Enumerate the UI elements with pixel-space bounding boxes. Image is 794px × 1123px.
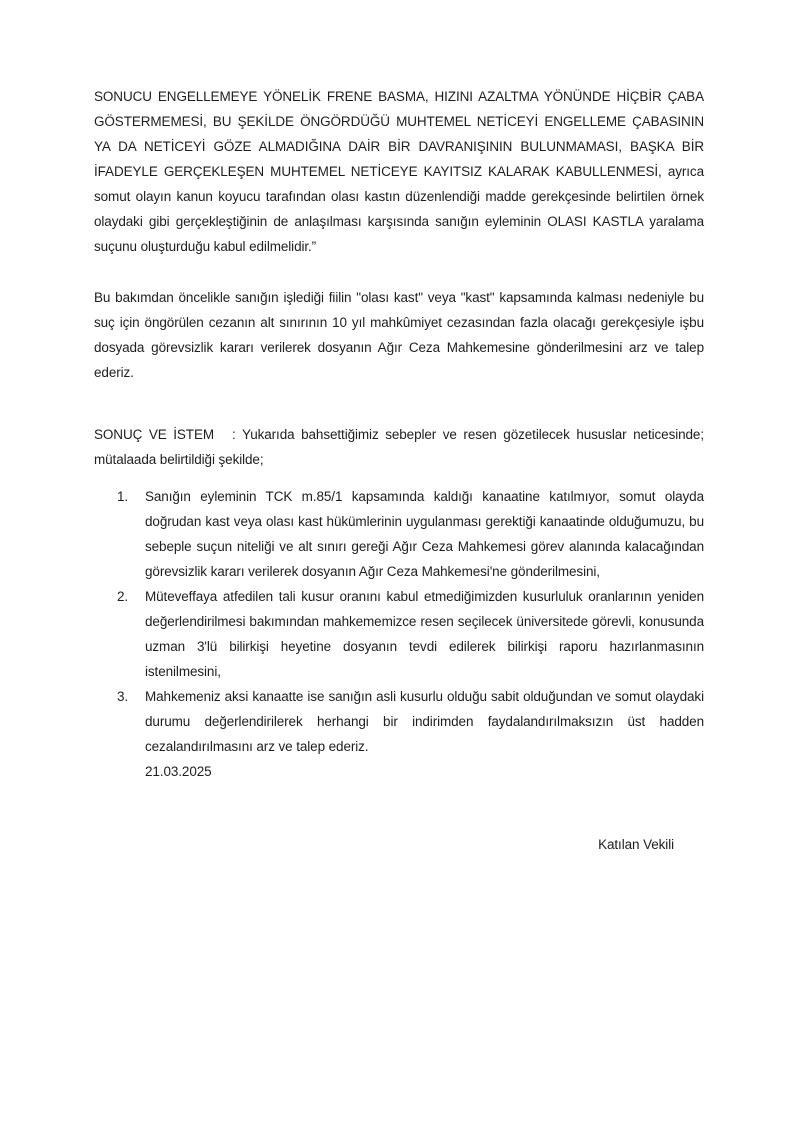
quote-emphasis-text: OLASI KASTLA <box>547 214 644 229</box>
document-date: 21.03.2025 <box>145 764 212 779</box>
signature-block <box>94 832 704 857</box>
list-marker-2: 2. <box>117 589 129 604</box>
list-marker-3: 3. <box>117 689 129 704</box>
conclusion-colon: : <box>232 427 236 442</box>
quote-uppercase-text: SONUCU ENGELLEMEYE YÖNELİK FRENE BASMA, HIZINI AZALTMA YÖNÜNDE HİÇBİR ÇABA GÖSTERMEMESİ, BU ŞEKİLDE ÖNGÖRDÜĞÜ MUHTEMEL NETİCEYİ ENGELLEME ÇABASININ YA DA NETİCEYİ GÖZE ALMADIĞINA DAİR BİR DAVRANIŞININ BULUNMAMASI, BAŞKA BİR İFADEYLE GERÇEKLEŞEN MUHTEMEL NETİCEYE KAYITSIZ KALARAK KABULLENMESİ, <box>94 89 704 179</box>
list-item-3-body: Mahkemeniz aksi kanaatte ise sanığın asli kusurlu olduğu sabit olduğundan ve somut olaydaki durumu değerlendirilerek herhangi bir indirimden faydalandırılmaksızın üst hadden cezalandırılmasını arz ve talep ederiz. <box>145 689 704 754</box>
list-item-2 <box>94 584 704 684</box>
signature-title: Katılan Vekili <box>598 837 674 852</box>
list-item-1 <box>94 484 704 584</box>
list-item-3 <box>94 684 704 784</box>
conclusion-text: Yukarıda bahsettiğimiz sebepler ve resen gözetilecek hususlar neticesinde; mütalaada belirtildiği şekilde; <box>94 427 704 467</box>
list-item-3-text <box>145 684 704 784</box>
quote-body-text: ayrıca somut olayın kanun koyucu tarafından olası kastın düzenlendiği madde gerekçesinde belirtilen örnek olaydaki gibi gerçekleştiğinin de anlaşılması karşısında sanığın eyleminin <box>94 164 704 229</box>
list-item-2-text: Müteveffaya atfedilen tali kusur oranını kabul etmediğimizden kusurluluk oranlarının yeniden değerlendirilmesi bakımından mahkememizce resen seçilecek üniversitede görevli, konusunda uzman 3'lü bilirkişi heyetine dosyanın tevdi edilerek bilirkişi raporu hazırlanmasının istenilmesini, <box>145 589 704 679</box>
quote-closing-text: yaralama suçunu oluşturduğu kabul edilmelidir.” <box>94 214 704 254</box>
conclusion-paragraph <box>94 422 704 472</box>
list-marker-1: 1. <box>117 489 129 504</box>
numbered-request-list <box>94 484 704 784</box>
conclusion-label: SONUÇ VE İSTEM <box>94 427 215 442</box>
list-item-1-text: Sanığın eyleminin TCK m.85/1 kapsamında kaldığı kanaatine katılmıyor, somut olayda doğrudan kast veya olası kast hükümlerinin uygulanması gerektiği kanaatinde olduğumuzu, bu sebeple suçun niteliği ve alt sınırı gereği Ağır Ceza Mahkemesi görev alanında kalacağından görevsizlik kararı verilerek dosyanın Ağır Ceza Mahkemesi'ne gönderilmesini, <box>145 489 704 579</box>
request-paragraph: Bu bakımdan öncelikle sanığın işlediği fiilin "olası kast" veya "kast" kapsamında kalması nedeniyle bu suç için öngörülen cezanın alt sınırının 10 yıl mahkûmiyet cezasından fazla olacağı gerekçesiyle işbu dosyada görevsizlik kararı verilerek dosyanın Ağır Ceza Mahkemesine gönderilmesini arz ve talep ederiz. <box>94 290 704 380</box>
quote-paragraph <box>94 84 704 259</box>
